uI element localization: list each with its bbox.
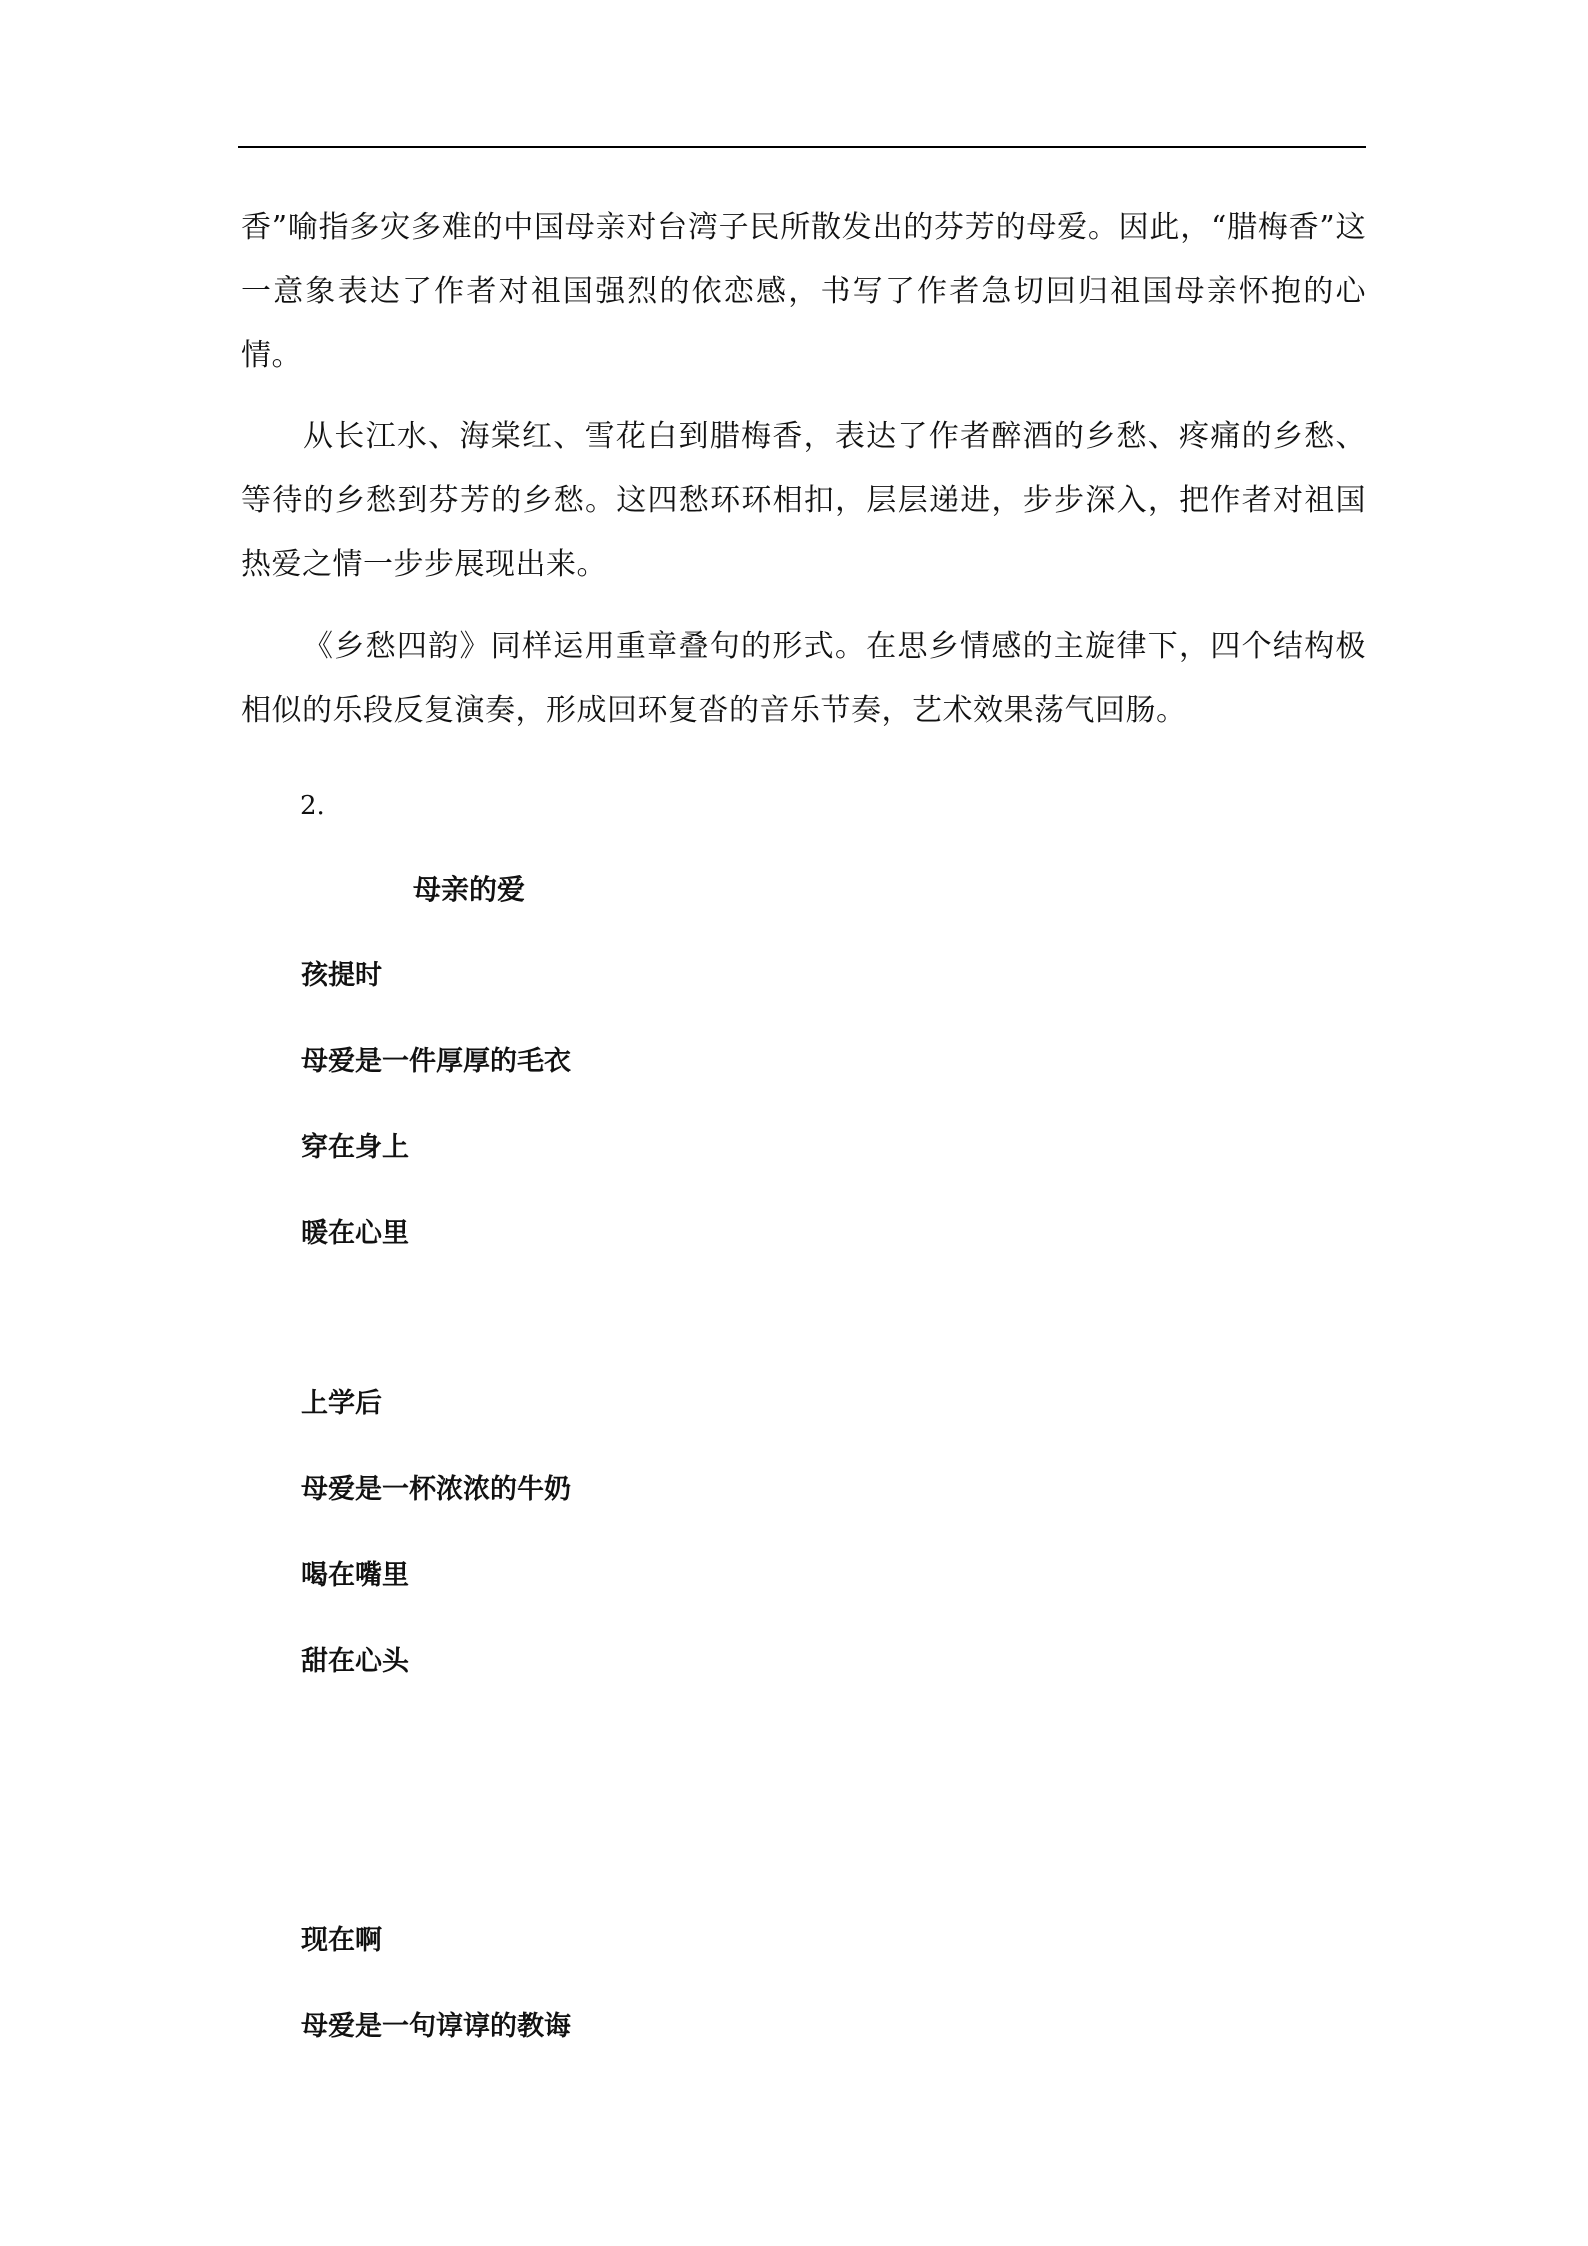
poem-line: 上学后 [301, 1388, 382, 1419]
item-number: 2. [300, 791, 325, 821]
paragraph-continued: 香”喻指多灾多难的中国母亲对台湾子民所散发出的芬芳的母爱。因此，“腊梅香”这一意象表达了作者对祖国强烈的依恋感，书写了作者急切回归祖国母亲怀抱的心情。 [241, 210, 1366, 373]
header-rule [238, 146, 1366, 148]
poem-line: 甜在心头 [301, 1646, 409, 1677]
poem-line: 母爱是一句谆谆的教诲 [301, 2011, 571, 2042]
poem-line: 穿在身上 [301, 1132, 409, 1163]
paragraph-structure: 《乡愁四韵》同样运用重章叠句的形式。在思乡情感的主旋律下，四个结构极相似的乐段反复演奏，形成回环复沓的音乐节奏，艺术效果荡气回肠。 [241, 629, 1366, 728]
poem-line: 母爱是一杯浓浓的牛奶 [301, 1474, 571, 1505]
poem-line: 现在啊 [301, 1925, 382, 1956]
poem-line: 喝在嘴里 [301, 1560, 409, 1591]
poem-line: 暖在心里 [301, 1218, 409, 1249]
poem-title: 母亲的爱 [413, 873, 526, 906]
poem-line: 孩提时 [301, 960, 382, 991]
paragraph-four-sorrows: 从长江水、海棠红、雪花白到腊梅香，表达了作者醉酒的乡愁、疼痛的乡愁、等待的乡愁到芬芳的乡愁。这四愁环环相扣，层层递进，步步深入，把作者对祖国热爱之情一步步展现出来。 [241, 419, 1366, 582]
poem-line: 母爱是一件厚厚的毛衣 [301, 1046, 571, 1077]
